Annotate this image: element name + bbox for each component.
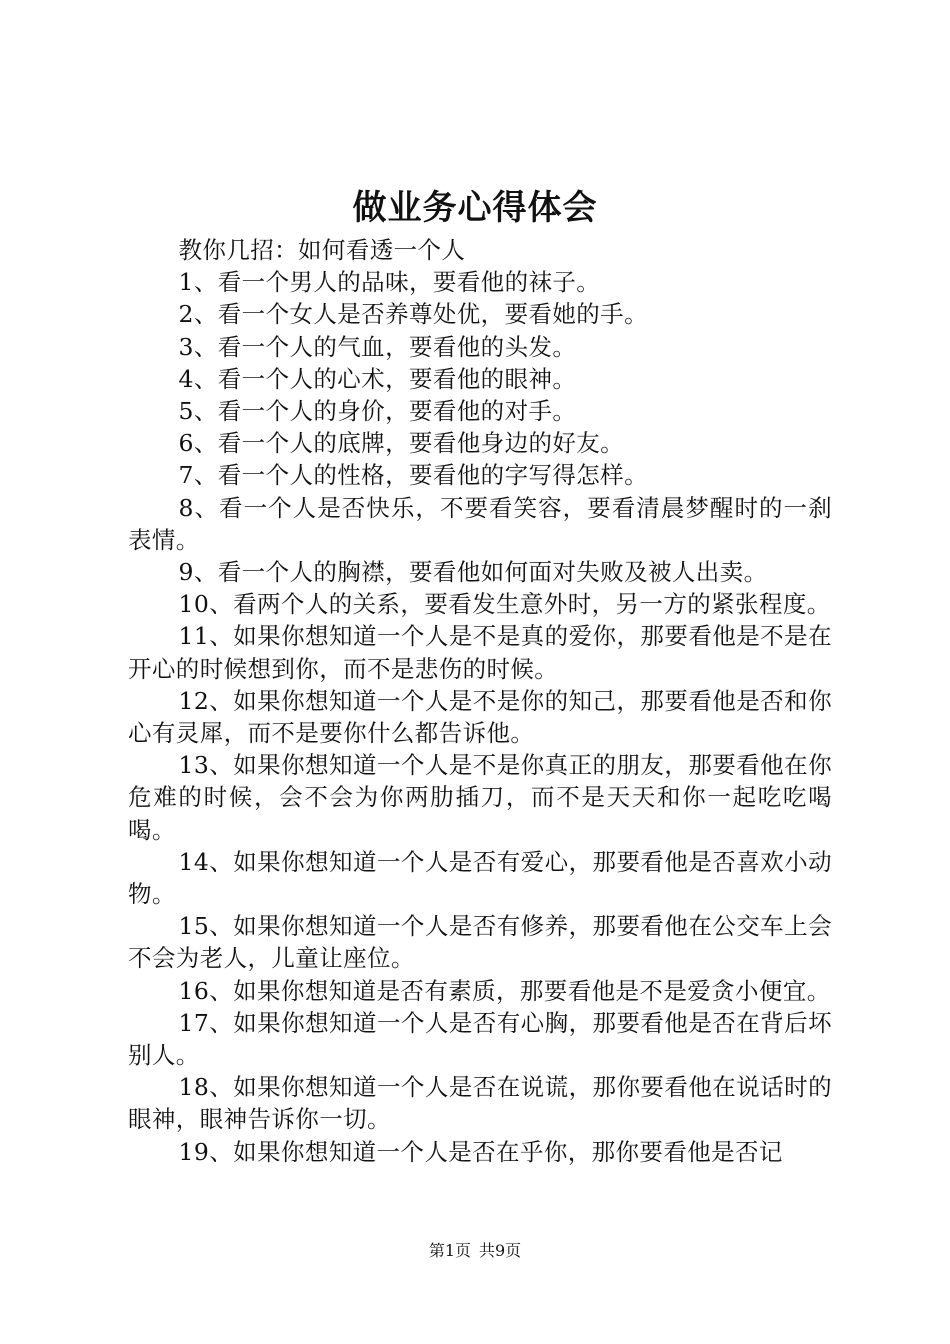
paragraph: 1、看一个男人的品味，要看他的袜子。 [178,268,601,297]
page-number: 第1页 [428,1241,471,1260]
paragraph: 8、看一个人是否快乐，不要看笑容，要看清晨梦醒时的一刹表情。 [128,493,832,554]
paragraph: 14、如果你想知道一个人是否有爱心，那要看他是否喜欢小动物。 [128,847,832,909]
page-total: 共9页 [479,1241,522,1260]
paragraph: 6、看一个人的底牌，要看他身边的好友。 [178,429,625,458]
paragraph: 18、如果你想知道一个人是否在说谎，那你要看他在说话时的眼神，眼神告诉你一切。 [128,1073,832,1134]
paragraph: 3、看一个人的气血，要看他的头发。 [178,332,577,361]
paragraph: 13、如果你想知道一个人是不是你真正的朋友，那要看他在你危难的时候，会不会为你两肋插刀，而不是天天和你一起吃吃喝喝。 [128,751,832,844]
paragraph: 7、看一个人的性格，要看他的字写得怎样。 [178,461,648,490]
paragraph: 17、如果你想知道一个人是否有心胸，那要看他是否在背后坏别人。 [128,1008,832,1070]
paragraph: 5、看一个人的身价，要看他的对手。 [178,397,577,426]
paragraph: 4、看一个人的心术，要看他的眼神。 [178,364,577,393]
paragraph: 教你几招：如何看透一个人 [178,236,466,264]
paragraph: 9、看一个人的胸襟，要看他如何面对失败及被人出卖。 [178,558,768,587]
document-body [128,234,832,1168]
paragraph: 19、如果你想知道一个人是否在乎你，那你要看他是否记 [178,1137,783,1166]
paragraph: 2、看一个女人是否养尊处优，要看她的手。 [178,300,648,329]
paragraph: 10、看两个人的关系，要看发生意外时，另一方的紧张程度。 [178,590,831,619]
paragraph: 16、如果你想知道是否有素质，那要看他是不是爱贪小便宜。 [178,976,831,1005]
document-title: 做业务心得体会 [352,188,598,228]
paragraph: 12、如果你想知道一个人是不是你的知己，那要看他是否和你心有灵犀，而不是要你什么都告诉他。 [128,686,832,748]
page-footer [0,1240,950,1262]
paragraph: 15、如果你想知道一个人是否有修养，那要看他在公交车上会不会为老人，儿童让座位。 [128,912,832,973]
paragraph: 11、如果你想知道一个人是不是真的爱你，那要看他是不是在开心的时候想到你，而不是悲伤的时候。 [128,622,832,683]
